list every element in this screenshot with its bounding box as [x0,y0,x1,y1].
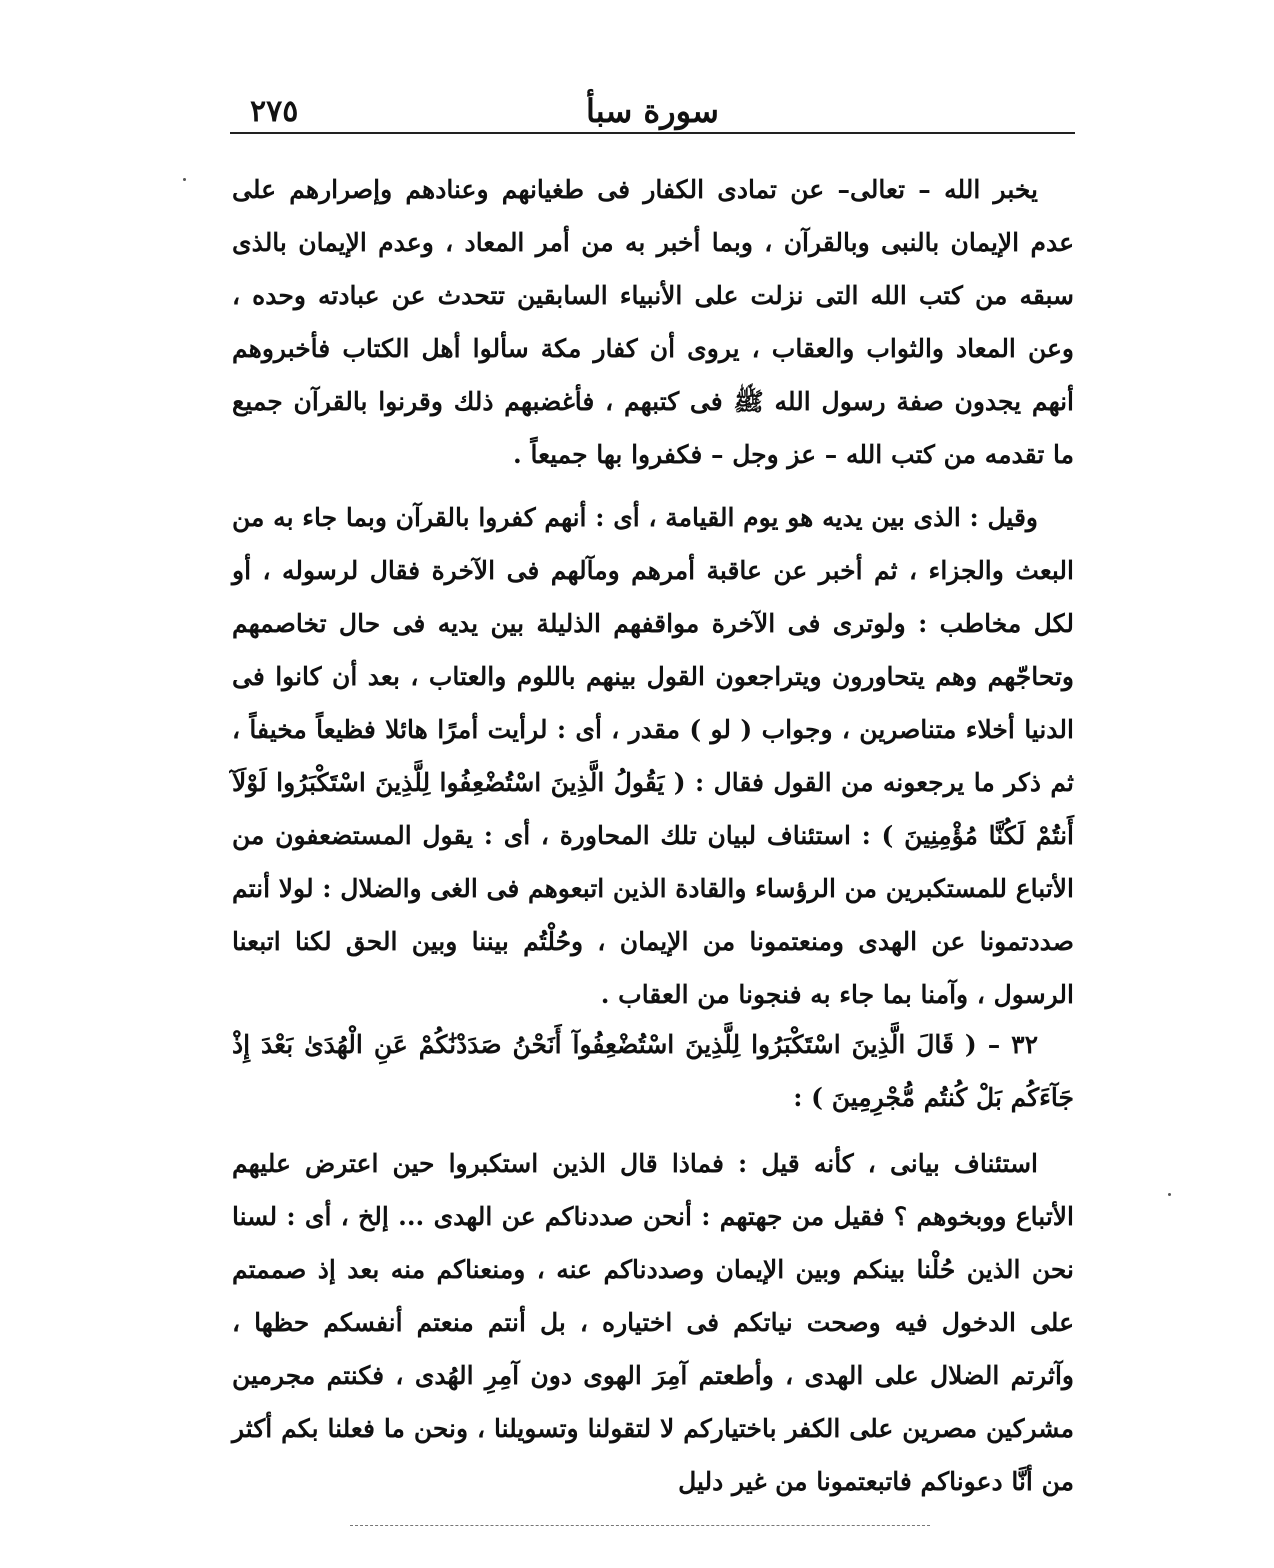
paragraph-1 [232,163,1074,481]
verse-text: ٣٢ – ( قَالَ الَّذِينَ اسْتَكْبَرُوا لِلَّذِينَ اسْتُضْعِفُوآ أَنَحْنُ صَدَدْنَٰكُمْ عَنِ الْهُدَىٰ بَعْدَ إِذْ جَآءَكُم بَلْ كُنتُم مُّجْرِمِينَ ) : [232,1030,1074,1112]
footer-rule [350,1525,930,1526]
page-number: ٢٧٥ [250,94,299,129]
scan-speck [1168,1193,1171,1196]
paragraph-text: استئناف بيانى ، كأنه قيل : فماذا قال الذين استكبروا حين اعترض عليهم الأتباع ووبخوهم ؟ فقيل من جهتهم : أنحن صددناكم عن الهدى ... إلخ ، أى : لسنا نحن الذين حُلْنا بينكم وبين الإيمان وصددناكم عنه ، ومنعناكم منه بعد إذ صممتم على الدخول فيه وصحت نياتكم فى اختياره ، بل أنتم منعتم أنفسكم حظها ، وآثرتم الضلال على الهدى ، وأطعتم آمِرَ الهوى دون آمِرِ الهُدى ، فكنتم مجرمين مشركين مصرين على الكفر باختياركم لا لتقولنا وتسويلنا ، ونحن ما فعلنا بكم أكثر من أنَّا دعوناكم فاتبعتمونا من غير دليل [232,1149,1074,1496]
paragraph-text: يخبر الله – تعالى– عن تمادى الكفار فى طغيانهم وعنادهم وإصرارهم على عدم الإيمان بالنبى وبالقرآن ، وبما أخبر به من أمر المعاد ، وعدم الإيمان بالذى سبقه من كتب الله التى نزلت على الأنبياء السابقين تتحدث عن عبادته وحده ، وعن المعاد والثواب والعقاب ، يروى أن كفار مكة سألوا أهل الكتاب فأخبروهم أنهم يجدون صفة رسول الله ﷺ فى كتبهم ، فأغضبهم ذلك وقرنوا بالقرآن جميع ما تقدمه من كتب الله – عز وجل – فكفروا بها جميعاً . [232,175,1074,469]
paragraph-4 [232,1137,1074,1508]
surah-title: سورة سبأ [586,92,719,130]
scan-speck [183,178,186,181]
paragraph-text: وقيل : الذى بين يديه هو يوم القيامة ، أى : أنهم كفروا بالقرآن وبما جاء به من البعث والجزاء ، ثم أخبر عن عاقبة أمرهم ومآلهم فى الآخرة فقال لرسوله ، أو لكل مخاطب : ولوترى فى الآخرة مواقفهم الذليلة بين يديه فى حال تخاصمهم وتحاجّهم وهم يتحاورون ويتراجعون القول بينهم باللوم والعتاب ، بعد أن كانوا فى الدنيا أخلاء متناصرين ، وجواب ( لو ) مقدر ، أى : لرأيت أمرًا هائلا فظيعاً مخيفاً ، ثم ذكر ما يرجعونه من القول فقال : ( يَقُولُ الَّذِينَ اسْتُضْعِفُوا لِلَّذِينَ اسْتَكْبَرُوا لَوْلَآ أَنتُمْ لَكُنَّا مُؤْمِنِينَ ) : استئناف لبيان تلك المحاورة ، أى : يقول المستضعفون من الأتباع للمستكبرين من الرؤساء والقادة الذين اتبعوهم فى الغى والضلال : لولا أنتم صددتمونا عن الهدى ومنعتمونا من الإيمان ، وحُلْتُم بيننا وبين الحق لكنا اتبعنا الرسول ، وآمنا بما جاء به فنجونا من العقاب . [232,503,1074,1009]
paragraph-2 [232,491,1074,1021]
page-header [230,92,1075,134]
verse-heading [232,1018,1074,1124]
